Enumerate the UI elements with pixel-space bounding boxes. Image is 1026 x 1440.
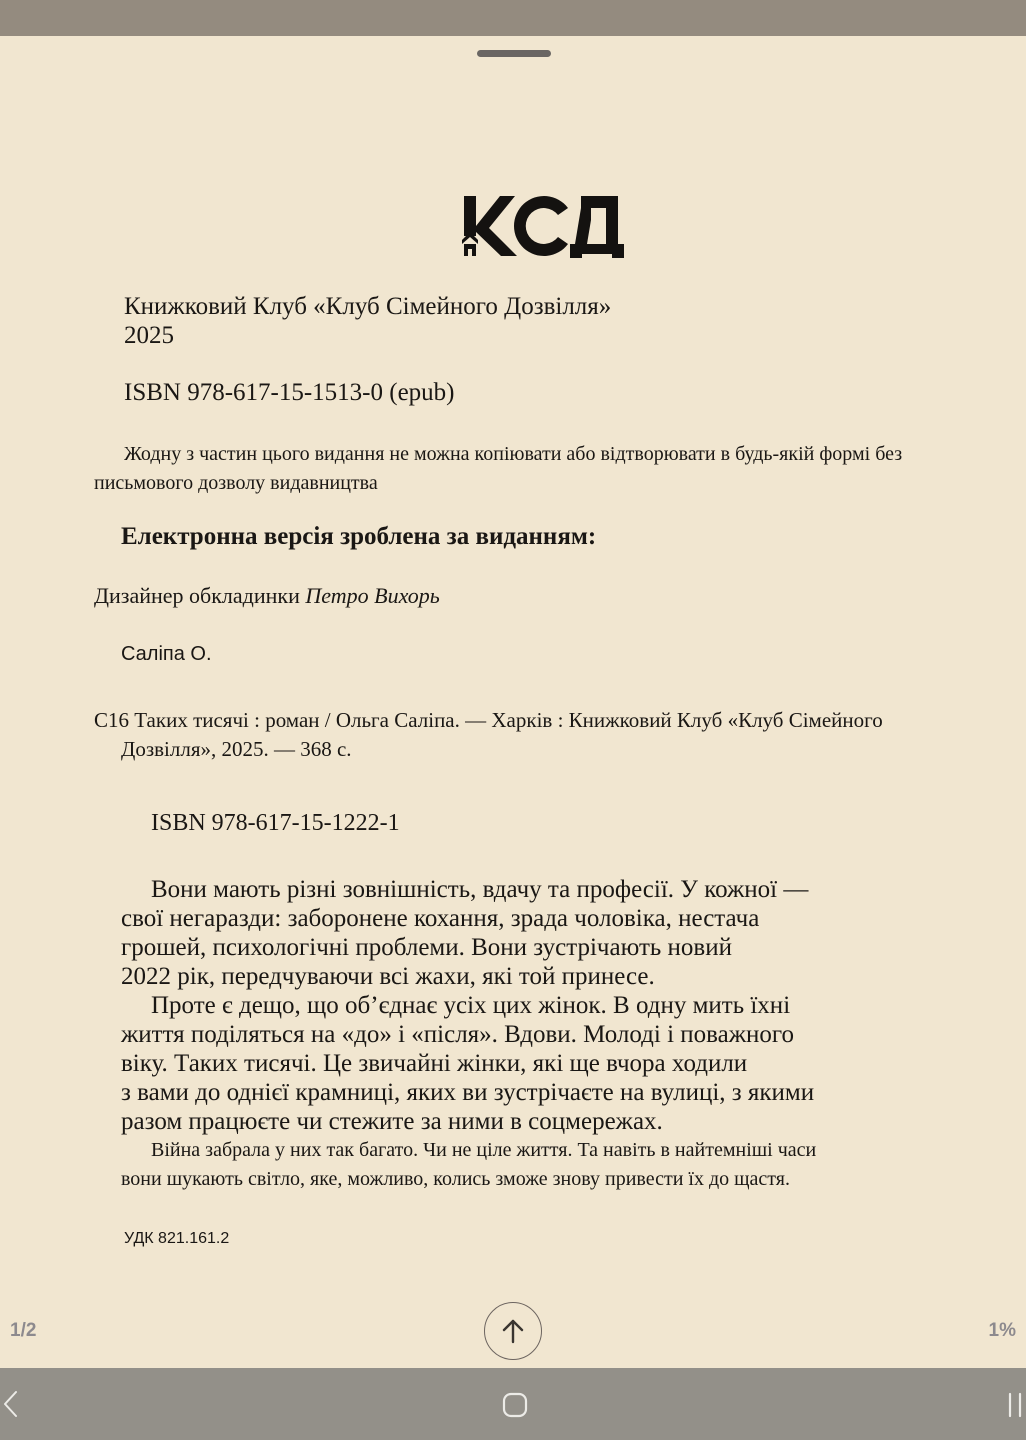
scroll-to-top-button[interactable] [484, 1302, 542, 1360]
annotation-line: Проте є дещо, що об’єднає усіх цих жінок. В одну мить їхні [151, 992, 791, 1019]
system-navigation-bar [0, 1368, 1026, 1440]
designer-label: Дизайнер обкладинки [94, 583, 306, 608]
reading-progress: 1% [988, 1320, 1016, 1341]
publisher-name: Книжковий Клуб «Клуб Сімейного Дозвілля» [124, 293, 612, 320]
copyright-notice: Жодну з частин цього видання не можна копіювати або відтворювати в будь-якій формі без письмового дозволу видавництва [94, 443, 903, 494]
edition-heading: Електронна версія зроблена за виданням: [121, 523, 597, 550]
annotation-line: Вони мають різні зовнішність, вдачу та професії. У кожної — [151, 876, 809, 903]
recents-icon[interactable] [996, 1382, 1026, 1426]
home-icon[interactable] [498, 1382, 532, 1426]
annotation-line: віку. Таких тисячі. Це звичайні жінки, які ще вчора ходили [121, 1050, 748, 1077]
annotation-line: Війна забрала у них так багато. Чи не ціле життя. Та навіть в найтемніші часи [151, 1139, 817, 1161]
ksd-publisher-logo [460, 186, 630, 262]
annotation-line: з вами до однієї крамниці, яких ви зустрічаєте на вулиці, з якими [121, 1079, 815, 1106]
isbn-print: ISBN 978-617-15-1222-1 [151, 810, 400, 836]
annotation [121, 875, 941, 1136]
page-counter: 1/2 [10, 1320, 37, 1341]
chevron-left-icon[interactable] [0, 1382, 30, 1426]
annotation-line: грошей, психологічні проблеми. Вони зустрічають новий [121, 934, 732, 961]
publisher-line [124, 292, 611, 350]
isbn-epub: ISBN 978-617-15-1513-0 (epub) [124, 379, 455, 406]
annotation-closing [121, 1136, 941, 1194]
bibliographic-record: С16 Таких тисячі : роман / Ольга Саліпа. — Харків : Книжковий Клуб «Клуб Сімейного Дозвілля», 2025. — 368 с. [94, 708, 883, 761]
cover-designer [94, 581, 440, 610]
author-short: Саліпа О. [121, 643, 212, 665]
status-bar [0, 0, 1026, 36]
annotation-line: життя поділяться на «до» і «після». Вдови. Молоді і поважного [121, 1021, 795, 1048]
designer-name: Петро Вихорь [305, 583, 440, 608]
annotation-line: 2022 рік, передчуваючи всі жахи, які той принесе. [121, 963, 655, 990]
arrow-up-icon [499, 1317, 527, 1345]
annotation-line: свої негаразди: заборонене кохання, зрада чоловіка, нестача [121, 905, 760, 932]
publication-year: 2025 [124, 322, 174, 349]
udc-code: УДК 821.161.2 [124, 1230, 230, 1247]
annotation-line: вони шукають світло, яке, можливо, колись зможе знову привести їх до щастя. [121, 1168, 790, 1190]
annotation-line: разом працюєте чи стежите за ними в соцмережах. [121, 1108, 663, 1135]
